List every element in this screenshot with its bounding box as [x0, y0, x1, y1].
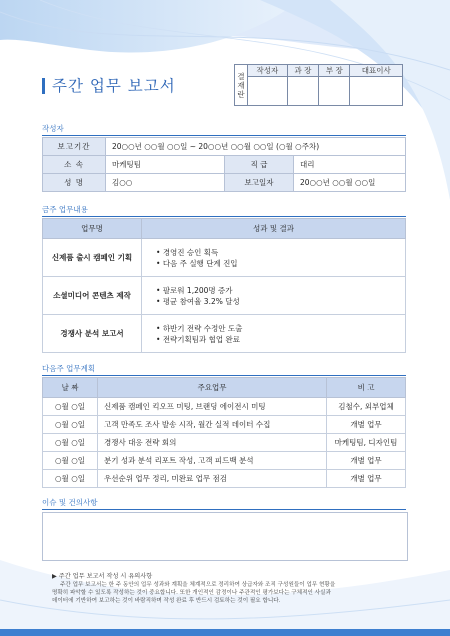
rank-value[interactable]: 대리 — [294, 156, 406, 174]
task-name[interactable]: 신제품 출시 캠페인 기획 — [43, 239, 142, 277]
plan-note[interactable]: 개별 업무 — [327, 452, 406, 470]
plan-task[interactable]: 경쟁사 대응 전략 회의 — [98, 434, 327, 452]
col-main-task-header: 주요업무 — [98, 378, 327, 398]
approval-header-director: 부 장 — [319, 65, 350, 77]
author-info-table — [42, 137, 406, 192]
plan-note[interactable]: 마케팅팀, 디자인팀 — [327, 434, 406, 452]
plan-date[interactable]: ○월 ○일 — [43, 452, 98, 470]
plan-date[interactable]: ○월 ○일 — [43, 416, 98, 434]
this-week-rule — [42, 216, 406, 217]
col-task-header: 업무명 — [43, 219, 142, 239]
next-week-heading: 다음주 업무계획 — [42, 364, 96, 373]
this-week-heading: 금주 업무내용 — [42, 205, 88, 214]
result-item: • 팔로워 1,200명 증가 — [156, 285, 399, 296]
title-accent-bar — [42, 78, 45, 94]
period-value[interactable]: 20○○년 ○○월 ○○일 ~ 20○○년 ○○월 ○○일 (○월 ○주차) — [106, 138, 406, 156]
issues-textbox[interactable] — [42, 512, 408, 561]
issues-heading: 이슈 및 건의사항 — [42, 498, 98, 507]
plan-task[interactable]: 분기 성과 분석 리포트 작성, 고객 피드백 분석 — [98, 452, 327, 470]
table-row — [43, 239, 406, 277]
task-results[interactable] — [142, 277, 406, 315]
approval-table — [234, 64, 403, 106]
table-row — [43, 277, 406, 315]
period-label: 보고기간 — [43, 138, 106, 156]
notes-line: 명확히 파악할 수 있도록 작성하는 것이 중요합니다. 또한 개인적인 감정이나 주관적인 평가보다는 구체적인 사실과 — [52, 590, 331, 596]
plan-note[interactable]: 개별 업무 — [327, 470, 406, 488]
task-name[interactable]: 경쟁사 분석 보고서 — [43, 315, 142, 353]
col-date-header: 날 짜 — [43, 378, 98, 398]
approval-side-label: 결 재 란 — [235, 65, 248, 106]
result-item: • 하반기 전략 수정안 도출 — [156, 323, 399, 334]
table-row — [43, 315, 406, 353]
approval-header-manager: 과 장 — [287, 65, 318, 77]
this-week-table — [42, 218, 406, 353]
approval-sign-director[interactable] — [319, 77, 350, 106]
rank-label: 직 급 — [225, 156, 294, 174]
writing-notes — [52, 573, 402, 605]
plan-note[interactable]: 개별 업무 — [327, 416, 406, 434]
task-name[interactable]: 소셜미디어 콘텐츠 제작 — [43, 277, 142, 315]
plan-task[interactable]: 신제품 캠페인 킥오프 미팅, 브랜딩 에이전시 미팅 — [98, 398, 327, 416]
author-section-rule — [42, 135, 406, 136]
plan-date[interactable]: ○월 ○일 — [43, 434, 98, 452]
notes-line: 주간 업무 보고서는 한 주 동안의 업무 성과와 계획을 체계적으로 정리하여 상급자와 조직 구성원들이 업무 현황을 — [60, 582, 336, 588]
author-section-heading: 작성자 — [42, 124, 64, 133]
approval-sign-manager[interactable] — [287, 77, 318, 106]
table-row — [43, 416, 406, 434]
plan-note[interactable]: 김철수, 외부업체 — [327, 398, 406, 416]
result-item: • 평균 참여율 3.2% 달성 — [156, 296, 399, 307]
table-row — [43, 452, 406, 470]
report-date-value[interactable]: 20○○년 ○○월 ○○일 — [294, 174, 406, 192]
approval-header-author: 작성자 — [248, 65, 288, 77]
next-week-rule — [42, 375, 406, 376]
table-row — [43, 470, 406, 488]
notes-title: ▶ 주간 업무 보고서 작성 시 유의사항 — [52, 573, 153, 580]
report-date-label: 보고일자 — [225, 174, 294, 192]
notes-line: 데이터에 기반하여 보고하는 것이 바람직하며 작성 완료 후 반드시 검토하는 것이 필요 합니다. — [52, 598, 281, 604]
plan-task[interactable]: 고객 만족도 조사 발송 시작, 월간 실적 데이터 수집 — [98, 416, 327, 434]
name-value[interactable]: 김○○ — [106, 174, 225, 192]
plan-date[interactable]: ○월 ○일 — [43, 398, 98, 416]
result-item: • 다음 주 실행 단계 진입 — [156, 258, 399, 269]
result-item: • 경영진 승인 획득 — [156, 247, 399, 258]
dept-label: 소 속 — [43, 156, 106, 174]
task-results[interactable] — [142, 315, 406, 353]
table-row — [43, 398, 406, 416]
bottom-accent-bar — [0, 629, 450, 636]
next-week-table — [42, 377, 406, 488]
dept-value[interactable]: 마케팅팀 — [106, 156, 225, 174]
result-item: • 전략기획팀과 협업 완료 — [156, 334, 399, 345]
approval-sign-ceo[interactable] — [350, 77, 403, 106]
task-results[interactable] — [142, 239, 406, 277]
table-row — [43, 434, 406, 452]
approval-header-ceo: 대표이사 — [350, 65, 403, 77]
issues-rule — [42, 509, 406, 510]
page-title: 주간 업무 보고서 — [52, 77, 176, 95]
plan-date[interactable]: ○월 ○일 — [43, 470, 98, 488]
col-note-header: 비 고 — [327, 378, 406, 398]
name-label: 성 명 — [43, 174, 106, 192]
plan-task[interactable]: 우선순위 업무 정리, 미완료 업무 점검 — [98, 470, 327, 488]
col-result-header: 성과 및 결과 — [142, 219, 406, 239]
approval-sign-author[interactable] — [248, 77, 288, 106]
